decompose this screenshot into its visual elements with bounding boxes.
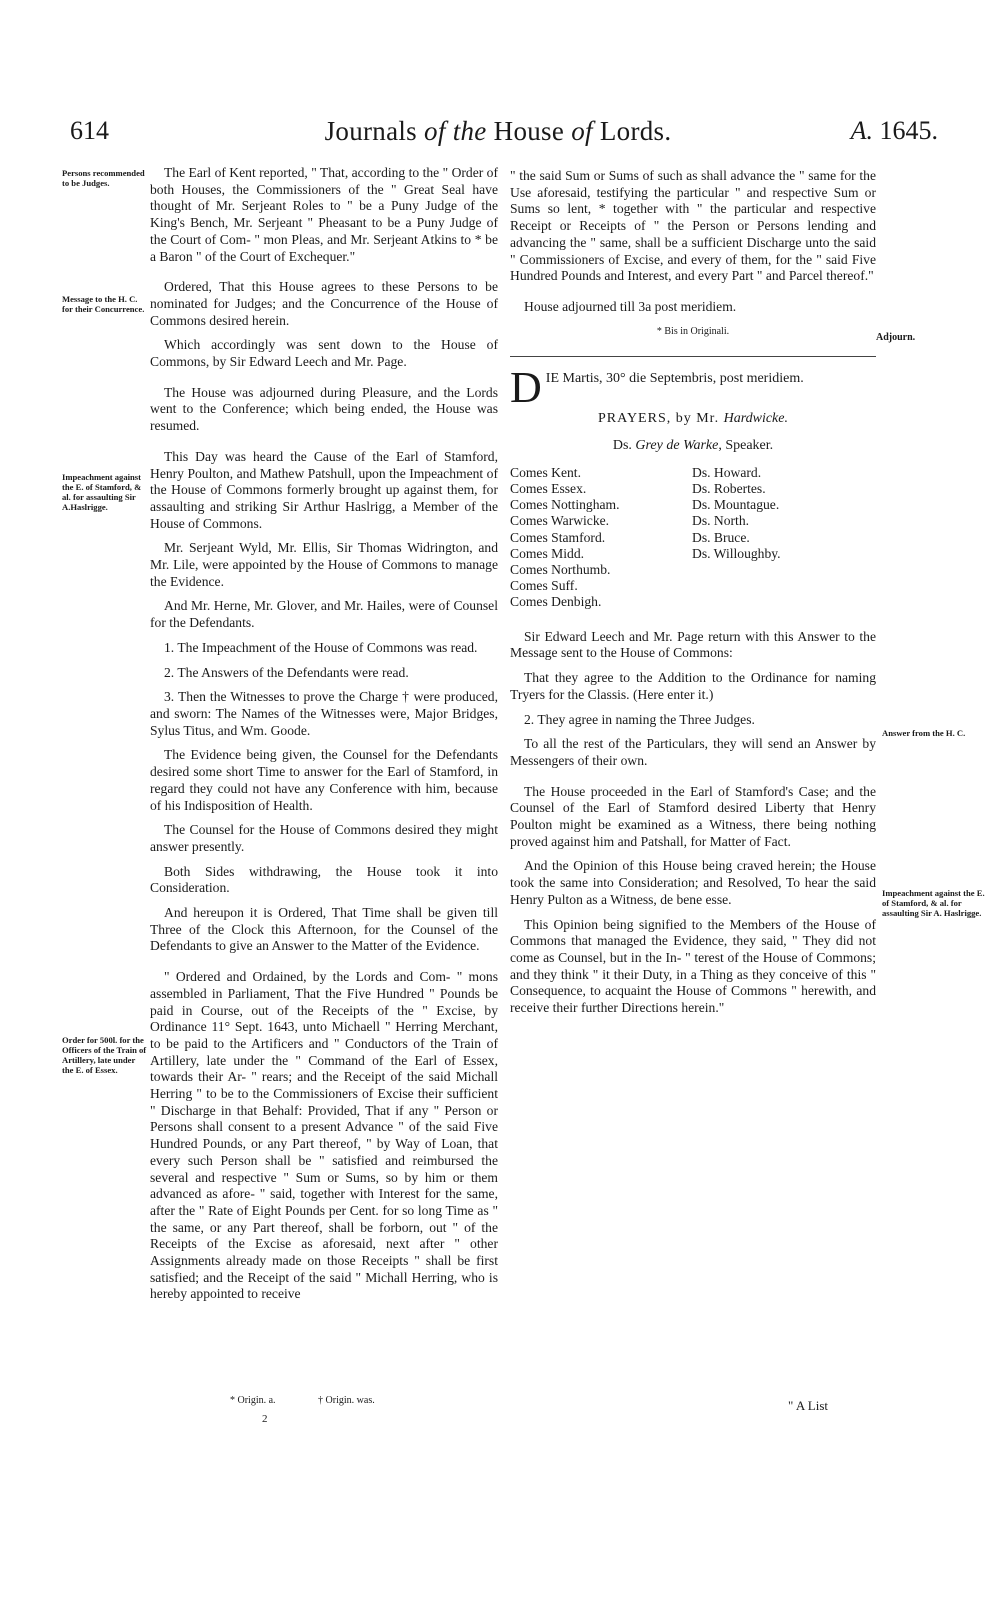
paragraph: Ordered, That this House agrees to these Persons to be nominated for Judges; and the Concurrence of the House of Commons desired herein. xyxy=(150,279,498,328)
margin-note-impeachment: Impeachment against the E. of Stamford, & al. for assaulting Sir A.Haslrigge. xyxy=(62,472,142,512)
attendance-list xyxy=(510,465,876,615)
paragraph: 3. Then the Witnesses to prove the Charge † were produced, and sworn: The Names of the Witnesses were, Major Bridges, Sylus Titus, and Wm. Goode. xyxy=(150,689,498,738)
attendance-lords xyxy=(692,465,781,562)
attendee: Ds. Mountague. xyxy=(692,497,780,513)
paragraph: The House was adjourned during Pleasure, and the Lords went to the Conference; which being ended, the House was resumed. xyxy=(150,384,498,434)
paragraph: And hereupon it is Ordered, That Time shall be given till Three of the Clock this Afternoon, for the Counsel of the Defendants to give an Answer to the Matter of the Evidence. xyxy=(150,905,498,954)
page-number: 614 xyxy=(70,116,109,145)
signature-mark: 2 xyxy=(262,1413,268,1425)
right-column xyxy=(510,168,876,1025)
paragraph: Mr. Serjeant Wyld, Mr. Ellis, Sir Thomas Widrington, and Mr. Lile, were appointed by the House of Commons to manage the Evidence. xyxy=(150,540,498,589)
paragraph: This Opinion being signified to the Members of the House of Commons that managed the Evidence, they said, " They did not come as Counsel, but in the In- " terest of the House of Commons; and they think " it their Duty, in a Thing as they conceive of this " Consequence, to acquaint the House of Commons " herewith, and receive their further Directions herein." xyxy=(510,916,876,1016)
dateline: DIE Martis, 30° die Septembris, post meridiem. xyxy=(510,363,804,413)
paragraph: And the Opinion of this House being craved herein; the House took the same into Consideration; and Resolved, To hear the said Henry Pulton as a Witness, de bene esse. xyxy=(510,858,876,907)
footnote: * Origin. a. xyxy=(230,1395,276,1406)
footnote: * Bis in Originali. xyxy=(656,325,730,337)
attendee: Comes Suff. xyxy=(510,578,578,594)
margin-note-message: Message to the H. C. for their Concurrence. xyxy=(62,294,145,314)
year: A. 1645. xyxy=(850,116,938,145)
paragraph: The House proceeded in the Earl of Stamford's Case; and the Counsel of the Earl of Stamford desired Liberty that Henry Poulton might be examined as a Witness, there being nothing proved against him and Patshall, for Matter of Fact. xyxy=(510,783,876,849)
paragraph: The Evidence being given, the Counsel for the Defendants desired some short Time to answer for the Earl of Stamford, in regard they could not have any Conference with him, because of his Indisposition of Health. xyxy=(150,747,498,813)
attendee: Comes Warwicke. xyxy=(510,513,610,529)
catchword: " A List xyxy=(788,1398,828,1413)
page-header xyxy=(58,116,938,156)
paragraph: 1. The Impeachment of the House of Commons was read. xyxy=(164,639,478,655)
paragraph: House adjourned till 3a post meridiem. xyxy=(524,298,737,314)
attendee: Comes Stamford. xyxy=(510,529,606,545)
drop-cap: D xyxy=(510,363,542,413)
attendee: Comes Midd. xyxy=(510,545,585,561)
paragraph: That they agree to the Addition to the Ordinance for naming Tryers for the Classis. (Here enter it.) xyxy=(510,670,876,702)
speaker-line: Ds. Grey de Warke, Speaker. xyxy=(612,438,774,454)
paragraph: " the said Sum or Sums of such as shall advance the " same for the Use aforesaid, testifying the particular " and respective Sum or Sums so lent, * together with " the particular and respective Receipt or Receipts of " the Person or Persons lending and advancing the " same, shall be a sufficient Discharge unto the said " Commissioners of Excise, and every of them, for the " said Five Hundred Pounds and Interest, and every Part " and Parcel thereof." xyxy=(510,168,876,284)
paragraph: And Mr. Herne, Mr. Glover, and Mr. Hailes, were of Counsel for the Defendants. xyxy=(150,598,498,631)
paragraph: 2. They agree in naming the Three Judges. xyxy=(524,711,755,727)
paragraph: The Counsel for the House of Commons desired they might answer presently. xyxy=(150,822,498,854)
attendee: Comes Essex. xyxy=(510,480,587,496)
margin-note-judges: Persons recommended to be Judges. xyxy=(62,168,145,188)
margin-note-order: Order for 500l. for the Officers of the Train of Artillery, late under the E. of Essex. xyxy=(62,1035,147,1075)
attendee: Comes Denbigh. xyxy=(510,594,602,610)
margin-note-adjourn: Adjourn. xyxy=(876,332,916,343)
divider xyxy=(510,356,876,357)
paragraph: " Ordered and Ordained, by the Lords and Com- " mons assembled in Parliament, That the Five Hundred " Pounds be paid in Course, out of the Receipts of the " Excise, by Ordinance 11° Sept. 1643, unto Michaell " Herring Merchant, to be paid to the Artificers and " Conductors of the Train of Artillery, late under the " Command of the Earl of Essex, towards their Ar- " rears; and the Receipt of the said Michall Herring " to be to the Commissioners of Excise their sufficient " Discharge in that Behalf: Provided, That if any " Person or Persons shall consent to a present Advance " of the said Five Hundred Pounds, or any Part thereof, " by Way of Loan, that every such Person shall be " satisfied and reimbursed the several and respective " Sum or Sums, so by him or them advanced as afore- " said, together with Interest for the same, after the " Rate of Eight Pounds per Cent. for so long Time as " the same, or any Part thereof, shall be forborn, out " of the Receipts of the Excise as aforesaid, next after " other Assignments already made on those Receipts " shall be first satisfied; and the Receipt of the said " Michall Herring, who is hereby appointed to receive xyxy=(150,969,498,1302)
margin-note-answer: Answer from the H. C. xyxy=(882,728,966,738)
paragraph: Both Sides withdrawing, the House took it into Consideration. xyxy=(150,863,498,896)
paragraph: The Earl of Kent reported, " That, according to the " Order of both Houses, the Commissioners of the " Great Seal have thought of Mr. Serjeant Roles to " be a Puny Judge of the King's Bench, Mr. Serjeant " Pheasant to be a Puny Judge of the Court of Com- " mon Pleas, and Mr. Serjeant Atkins to * be a Baron " of the Court of Exchequer." xyxy=(150,165,498,264)
paragraph: 2. The Answers of the Defendants were read. xyxy=(164,664,409,680)
attendee: Ds. Howard. xyxy=(692,464,762,480)
attendee: Comes Nottingham. xyxy=(510,497,620,513)
attendee: Ds. Robertes. xyxy=(692,480,766,496)
margin-note-impeachment-2: Impeachment against the E. of Stamford, & al. for assaulting Sir A. Haslrigge. xyxy=(882,888,985,918)
page-footnotes xyxy=(230,1395,460,1406)
attendee: Ds. North. xyxy=(692,513,750,529)
attendee: Ds. Willoughby. xyxy=(692,545,781,561)
attendee: Comes Kent. xyxy=(510,464,581,480)
paragraph: Which accordingly was sent down to the House of Commons, by Sir Edward Leech and Mr. Page. xyxy=(150,337,498,370)
paragraph: To all the rest of the Particulars, they will send an Answer by Messengers of their own. xyxy=(510,736,876,768)
attendee: Ds. Bruce. xyxy=(692,529,750,545)
footnote: † Origin. was. xyxy=(318,1395,375,1406)
prayers-heading: PRAYERS, by Mr. Hardwicke. xyxy=(598,411,788,427)
paragraph: This Day was heard the Cause of the Earl of Stamford, Henry Poulton, and Mathew Patshull, upon the Impeachment of the House of Commons formerly brought up against them, for assaulting and striking Sir Arthur Haslrigg, a Member of the House of Commons. xyxy=(150,448,498,531)
left-column xyxy=(150,165,498,1311)
paragraph: Sir Edward Leech and Mr. Page return with this Answer to the Message sent to the House of Commons: xyxy=(510,628,876,661)
attendance-earls xyxy=(510,465,620,611)
attendee: Comes Northumb. xyxy=(510,561,611,577)
running-title: Journals of the House of Lords. xyxy=(324,116,672,146)
